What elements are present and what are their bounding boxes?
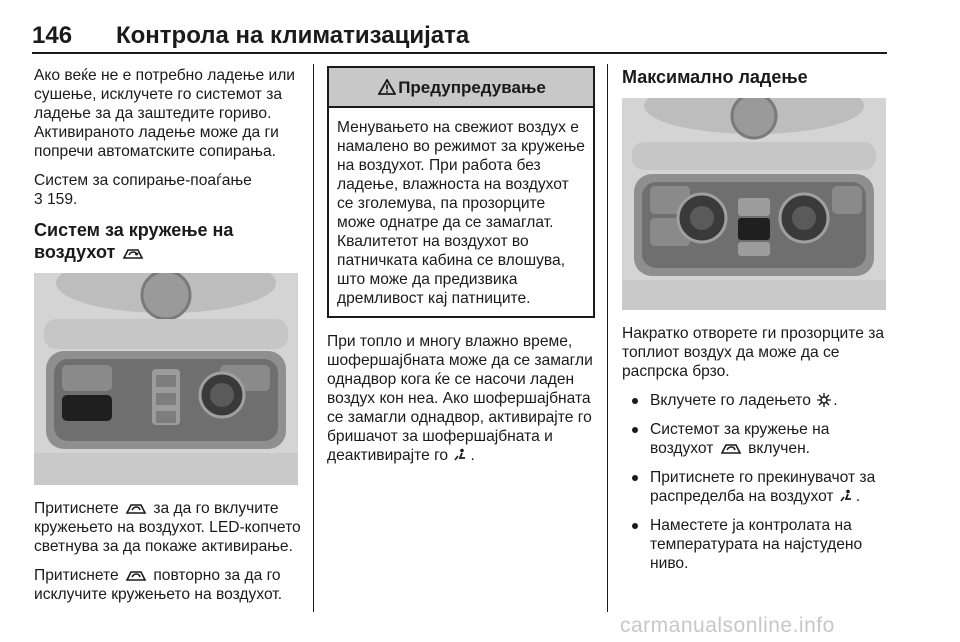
header-rule — [32, 52, 887, 54]
air-recirculation-icon — [122, 246, 144, 260]
air-distribution-icon — [840, 489, 854, 503]
bullet-icon — [632, 398, 638, 404]
list-item — [622, 391, 890, 410]
air-recirculation-icon — [125, 501, 147, 515]
list-item-text: Наместете ја контролата на температурата на најстудено ниво. — [650, 517, 863, 572]
paragraph — [34, 171, 302, 209]
paragraph-text: повторно за да го исклучите кружењето на воздухот. — [34, 567, 283, 603]
column-divider — [313, 64, 314, 612]
paragraph: Накратко отворете ги прозорците за топлиот воздух да може да се распрска брзо. — [622, 325, 885, 380]
bullet-icon — [632, 427, 638, 433]
column-1 — [34, 66, 302, 614]
paragraph-text: При топло и многу влажно време, шофершајбната може да се замагли однадвор кога ќе се насочи ладен воздух кон неа. Ако шофершајбната се замагли однадвор, активирајте го бришачот за шофершајбната и деактивирајте го — [327, 333, 593, 464]
paragraph-text: Притиснете — [34, 567, 119, 584]
paragraph-text: . — [470, 447, 475, 464]
page-reference-link[interactable]: 3 159. — [34, 191, 78, 208]
warning-triangle-icon — [378, 79, 396, 95]
list-item-text: . — [855, 488, 861, 505]
list-item-text: Притиснете го прекинувачот за распределба на воздухот — [650, 469, 876, 505]
air-recirculation-icon — [125, 568, 147, 582]
column-3 — [622, 66, 890, 583]
paragraph: Ако веќе не е потребно ладење или сушење, исклучете го системот за ладење за да заштедите гориво. Активираното ладење може да ги попречи автоматските сопирања. — [34, 67, 296, 160]
list-item-text: Системот за кружење на воздухот — [650, 421, 830, 457]
paragraph-text: Систем за сопирање-поаѓање — [34, 172, 252, 189]
snowflake-icon — [817, 393, 831, 407]
warning-header — [329, 68, 593, 108]
paragraph — [34, 566, 302, 604]
bullet-list — [622, 391, 890, 573]
warning-box — [327, 66, 595, 318]
section-heading-text: Систем за кружење на воздухот — [34, 220, 234, 262]
paragraph — [34, 499, 302, 556]
paragraph-text: за да го вклучите кружењето на воздухот. LED-копчето светнува за да покаже активирање. — [34, 500, 301, 555]
climate-control-panel-photo — [622, 98, 886, 310]
warning-title: Предупредување — [398, 77, 546, 97]
air-recirculation-icon — [720, 441, 742, 455]
column-divider — [607, 64, 608, 612]
list-item — [622, 516, 890, 573]
warning-text: Менувањето на свежиот воздух е намалено во режимот за кружење на воздухот. При работа без ладење, влажноста на воздухот се зголемува, па прозорците може однатре да се замаглат. Квалитетот на воздухот во патничката кабина се влошува, што може да предизвика дремливост кај патниците. — [337, 119, 585, 307]
list-item-text: . — [833, 392, 838, 409]
column-2 — [327, 66, 595, 475]
section-heading: Максимално ладење — [622, 67, 808, 87]
list-item — [622, 468, 890, 506]
list-item-text: Вклучете го ладењето — [650, 392, 811, 409]
bullet-icon — [632, 523, 638, 529]
bullet-icon — [632, 475, 638, 481]
page-header — [32, 22, 887, 54]
section-heading — [34, 219, 302, 263]
paragraph-text: Притиснете — [34, 500, 119, 517]
climate-control-panel-photo — [34, 273, 298, 485]
list-item-text: вклучен. — [748, 440, 811, 457]
list-item — [622, 420, 890, 458]
air-distribution-icon — [454, 448, 468, 462]
paragraph — [327, 332, 595, 465]
page-number: 146 — [32, 22, 73, 49]
chapter-title: Контрола на климатизацијата — [116, 22, 470, 49]
watermark: carmanualsonline.info — [620, 614, 835, 637]
